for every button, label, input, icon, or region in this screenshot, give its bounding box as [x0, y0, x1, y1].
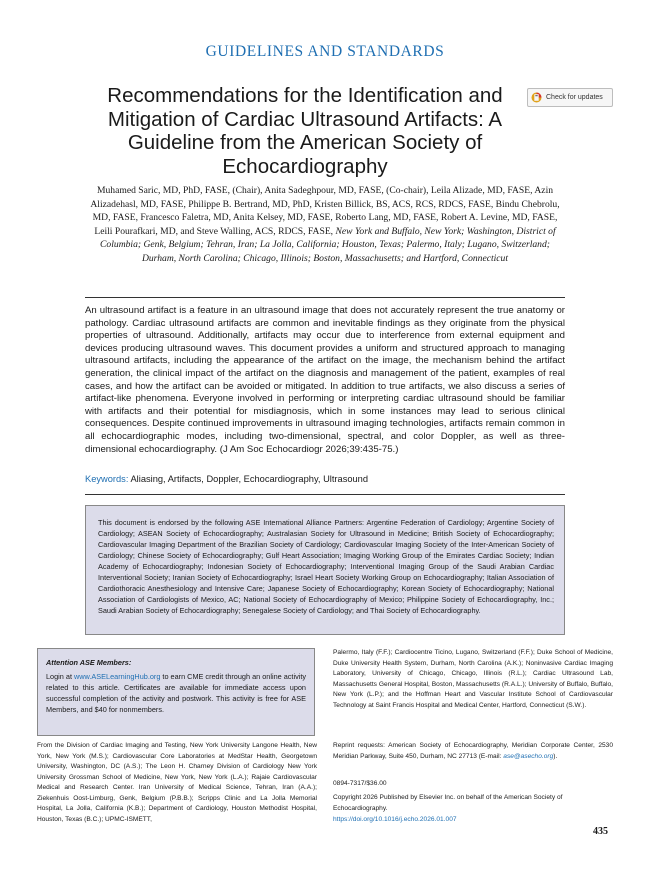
- abstract: An ultrasound artifact is a feature in an ultrasound image that does not accurately represent the true anatomy or pathology. Cardiac ultrasound artifacts are common and inevitable findings as they originate from the physical properties of ultrasound. Additionally, artifacts may occur due to interference from external equipment and devices producing ultrasound waves. This document provides a uniform and structured approach to managing ultrasound artifacts, including the appearance of the artifact on the image, the mechanism behind the artifact generation, the clinical impact of the artifact on the diagnosis and management of the patient, examples of real cases, and how the artifact can be avoided or mitigated. In addition to true artifacts, we also discuss a series of artifact-like phenomena. Everyone involved in performing or interpreting cardiac ultrasound should be familiar with artifacts and their potential for misdiagnosis, which in some instances may lead to serious clinical consequences. Despite continued improvements in ultrasound imaging technologies, artifacts remain common in all echocardiographic modes, including two-dimensional, spectral, and color Doppler, as well as three-dimensional echocardiography. (J Am Soc Echocardiogr 2026;39:435-75.): [85, 305, 565, 455]
- keywords: [85, 474, 565, 484]
- copyright: Copyright 2026 Published by Elsevier Inc. on behalf of the American Society of Echocardiography.: [333, 794, 563, 812]
- attention-box: [37, 648, 315, 736]
- learning-hub-link[interactable]: www.ASELearningHub.org: [74, 672, 161, 681]
- page-number: 435: [593, 826, 608, 837]
- section-header: GUIDELINES AND STANDARDS: [205, 43, 445, 60]
- attention-body: [46, 671, 306, 715]
- check-for-updates-label: Check for updates: [546, 94, 603, 101]
- issn: 0894-7317/$36.00: [333, 780, 387, 787]
- affiliations-left: From the Division of Cardiac Imaging and Testing, New York University Langone Health, New York, New York (M.S.); Cardiovascular Core Laboratories at MedStar Health, Georgetown University, Washington, DC (A.S.); The Leon H. Charney Division of Cardiology New York University Grossman School of Medicine, New York, New York (L.A.); Rajaie Cardiovascular Medical and Research Center. Iran University of Medical Science, Tehran, Iran (A.A.); Ziekenhuis Oost-Limburg, Genk, Belgium (P.B.B.); Scripps Clinic and La Jolla Memorial Hospital, La Jolla, California (K.B.); Department of Cardiology, Houston Methodist Hospital, Houston, Texas (B.C.); UPMC-ISMETT,: [37, 742, 317, 823]
- endorsement-text: This document is endorsed by the following ASE International Alliance Partners: Argentine Federation of Cardiology; Argentine Society of Cardiology; ASEAN Society of Echocardiography; Australasian Society for Ultrasound in Medicine; British Society of Echocardiography; Cardiovascular Imaging Department of the Brazilian Society of Cardiology; Cardiovascular Imaging Society of the Inter-American Society of Cardiology; Chinese Society of Echocardiography; Gulf Heart Association; Imaging Working Group of the Emirates Cardiac Society; Indian Academy of Echocardiography; Indonesian Society of Echocardiography; Interventional Imaging Group of the Saudi Arabian Cardiac Interventional Society; Iranian Society of Echocardiography; Israel Heart Society Working Group on Echocardiography; Italian Association of Cardiothoracic Anesthesiology and Intensive Care; Japanese Society of Echocardiography; Korean Society of Echocardiography; National Association of Cardiologists of Mexico, AC; National Society of Echocardiography of Mexico; Philippine Society of Echocardiography, Inc.; Saudi Arabian Society of Echocardiography; Senegalese Society of Cardiology; and Thai Society of Echocardiography.: [98, 518, 554, 615]
- reprint-requests: [333, 741, 613, 762]
- affiliations-right: Palermo, Italy (F.F.); Cardiocentre Ticino, Lugano, Switzerland (F.F.); Duke School of Medicine, Duke University Health System, Durham, North Carolina (A.K.); Noninvasive Cardiac Imaging Laboratory, University of Chicago, Chicago, Illinois (R.L.); Cardiac Ultrasound Lab, Massachusetts General Hospital, Boston, Massachusetts (R.A.L.); University of Buffalo, Buffalo, New York (L.P.); and the Hoffman Heart and Vascular Institute School of Cardiovascular Technology at Saint Francis Hospital and Medical Center, Hartford, Connecticut (S.W.).: [333, 649, 613, 709]
- article-title: Recommendations for the Identification and Mitigation of Cardiac Ultrasound Artifacts: A Guideline from the American Society of Echocardiography: [107, 84, 503, 178]
- email-link[interactable]: ase@asecho.org: [503, 752, 554, 760]
- divider: [85, 297, 565, 298]
- divider: [85, 494, 565, 495]
- attention-title: Attention ASE Members:: [46, 658, 132, 667]
- attention-post: to earn CME credit through an online activity related to this article. Certificates are available for immediate access upon successful completion of the activity and postwork. This activity is free for ASE Members, and $40 for nonmembers.: [46, 672, 307, 714]
- crossmark-icon: [531, 92, 542, 103]
- keywords-label: Keywords:: [85, 474, 129, 484]
- endorsement-box: [85, 505, 565, 635]
- keywords-text: Aliasing, Artifacts, Doppler, Echocardiography, Ultrasound: [130, 474, 369, 484]
- attention-pre: Login at: [46, 672, 74, 681]
- author-list: [85, 184, 565, 266]
- reprint-text: Reprint requests: American Society of Echocardiography, Meridian Corporate Center, 2530 Meridian Parkway, Suite 450, Durham, NC 27713 (E-mail:: [333, 742, 613, 760]
- check-for-updates-button[interactable]: [527, 88, 613, 107]
- reprint-end: ).: [553, 752, 558, 760]
- author-locations: New York and Buffalo, New York; Washington, District of Columbia; Genk, Belgium; Tehran, Iran; La Jolla, California; Houston, Texas; Palermo, Italy; Lugano, Switzerland; Durham, North Carolina; Chicago, Illinois; Boston, Massachusetts; and Hartford, Connecticut: [100, 225, 556, 264]
- doi-link[interactable]: https://doi.org/10.1016/j.echo.2026.01.007: [333, 816, 457, 823]
- author-names: Muhamed Saric, MD, PhD, FASE, (Chair), Anita Sadeghpour, MD, FASE, (Co-chair), Leila Alizade, MD, FASE, Azin Alizadehasl, MD, FASE, Philippe B. Bertrand, MD, PhD, Kristen Billick, BS, ACS, RCS, RDCS, FASE, Bindu Chebrolu, MD, FASE, Francesco Faletra, MD, Anita Kelsey, MD, FASE, Roberto Lang, MD, FASE, Robert A. Levine, MD, FASE, Leili Pourafkari, MD, and Steve Walling, ACS, RDCS, FASE,: [90, 185, 560, 237]
